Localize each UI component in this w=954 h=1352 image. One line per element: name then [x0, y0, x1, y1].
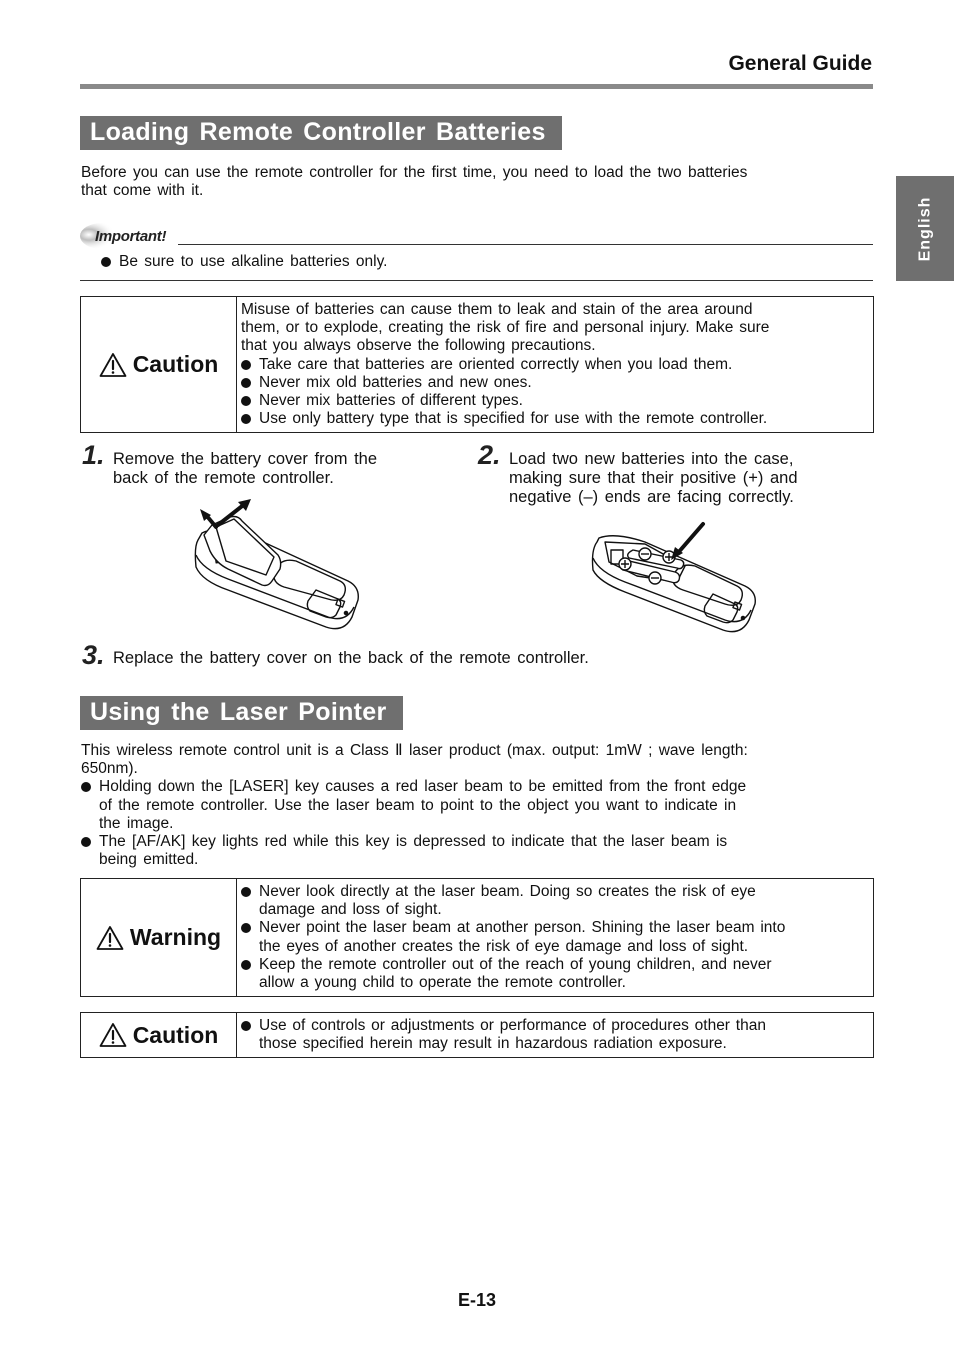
warning-content	[237, 879, 873, 996]
bullet-line: of the remote controller. Use the laser beam to point to the object you want to indicate in	[99, 796, 737, 814]
warning-item	[241, 883, 869, 919]
step-line: Load two new batteries into the case,	[509, 450, 794, 468]
step-1-text	[113, 450, 433, 488]
page-number: E-13	[457, 1290, 497, 1310]
warning-item	[241, 956, 869, 992]
intro-line: 650nm).	[81, 760, 138, 778]
warning-line: Never look directly at the laser beam. Doing so creates the risk of eye	[259, 883, 756, 900]
bullet-icon	[241, 378, 251, 388]
caution-box-batteries	[80, 296, 874, 433]
warning-heading	[81, 879, 237, 996]
caution-intro-line: Misuse of batteries can cause them to leak and stain of the area around	[241, 301, 753, 318]
laser-bullet-text	[99, 778, 746, 833]
language-tab	[896, 176, 954, 281]
bullet-line: the image.	[99, 814, 174, 832]
step-line: negative (–) ends are facing correctly.	[509, 488, 794, 506]
warning-box-laser	[80, 878, 874, 997]
step-line: Remove the battery cover from the	[113, 450, 378, 468]
caution-item	[241, 356, 869, 374]
warning-triangle-icon	[96, 925, 124, 951]
bullet-line: The [AF/AK] key lights red while this key is depressed to indicate that the laser beam is	[99, 833, 728, 851]
warning-line: the eyes of another creates the risk of eye damage and loss of sight.	[259, 937, 749, 955]
caution-label: Caution	[132, 351, 219, 377]
step-1-number: 1.	[82, 440, 105, 470]
step-3-number: 3.	[82, 640, 105, 670]
caution-item	[241, 392, 869, 410]
warning-line: Never point the laser beam at another person. Shining the laser beam into	[259, 919, 786, 937]
caution-item-text: Never mix old batteries and new ones.	[259, 373, 532, 391]
caution-item-text: Never mix batteries of different types.	[259, 392, 523, 410]
bullet-line: Holding down the [LASER] key causes a red laser beam to be emitted from the front edge	[99, 778, 747, 796]
page-header-title: General Guide	[728, 52, 872, 75]
warning-line: Keep the remote controller out of the reach of young children, and never	[259, 955, 772, 973]
caution-item	[241, 374, 869, 392]
intro-line: Before you can use the remote controller for the first time, you need to load the two batteries	[81, 164, 748, 181]
caution-label: Caution	[132, 1021, 219, 1048]
caution-box-laser	[80, 1012, 874, 1058]
important-bottom-rule	[80, 280, 873, 281]
header-rule	[80, 84, 873, 89]
bullet-icon	[81, 837, 91, 847]
warning-item	[241, 919, 869, 955]
step-line: making sure that their positive (+) and	[509, 469, 798, 487]
caution-item	[241, 410, 869, 428]
intro-line: that come with it.	[81, 182, 204, 200]
warning-line: allow a young child to operate the remote controller.	[259, 974, 626, 992]
language-tab-label: English	[916, 196, 933, 261]
section-title-laser-pointer: Using the Laser Pointer	[80, 696, 403, 730]
caution-content	[237, 1013, 873, 1057]
caution-line: Use of controls or adjustments or performance of procedures other than	[259, 1017, 766, 1034]
caution-item	[241, 1017, 869, 1053]
warning-triangle-icon	[99, 352, 127, 378]
caution-heading	[81, 297, 237, 432]
warning-label: Warning	[129, 924, 222, 950]
caution-item-text	[259, 1017, 766, 1053]
bullet-icon	[241, 923, 251, 933]
bullet-icon	[81, 782, 91, 792]
warning-triangle-icon	[99, 1022, 127, 1048]
caution-content	[237, 297, 873, 432]
laser-bullet	[81, 833, 841, 869]
laser-bullet-text	[99, 833, 727, 869]
step-3-text	[113, 649, 589, 668]
laser-bullet	[81, 778, 841, 833]
bullet-icon	[241, 1021, 251, 1031]
section2-intro	[81, 742, 841, 869]
important-item-text: Be sure to use alkaline batteries only.	[119, 253, 388, 270]
step-line: Replace the battery cover on the back of the remote controller.	[113, 649, 589, 667]
step-line: back of the remote controller.	[113, 469, 334, 487]
warning-item-text	[259, 956, 772, 992]
section-title-loading-batteries: Loading Remote Controller Batteries	[80, 116, 562, 150]
intro-line: This wireless remote control unit is a Class Ⅱ laser product (max. output: 1mW ; wave length:	[81, 742, 748, 759]
bullet-icon	[241, 887, 251, 897]
caution-item-text: Take care that batteries are oriented correctly when you load them.	[259, 355, 733, 373]
important-label: Important!	[95, 228, 167, 245]
section1-intro	[81, 164, 841, 200]
warning-item-text	[259, 883, 756, 919]
remote-cover-removal-illustration-icon	[188, 495, 363, 635]
important-rule	[178, 244, 873, 245]
caution-item-text: Use only battery type that is specified for use with the remote controller.	[259, 410, 768, 428]
bullet-icon	[101, 257, 111, 267]
bullet-icon	[241, 414, 251, 424]
caution-line: those specified herein may result in hazardous radiation exposure.	[259, 1035, 727, 1053]
caution-intro-line: that you always observe the following precautions.	[241, 337, 596, 355]
step-2-number: 2.	[478, 440, 501, 470]
battery-loading-illustration-icon	[585, 520, 760, 640]
warning-item-text	[259, 919, 785, 955]
bullet-icon	[241, 396, 251, 406]
bullet-line: being emitted.	[99, 851, 199, 869]
caution-heading	[81, 1013, 237, 1057]
important-item	[101, 253, 387, 271]
caution-intro-line: them, or to explode, creating the risk of fire and personal injury. Make sure	[241, 319, 770, 337]
bullet-icon	[241, 960, 251, 970]
step-2-text	[509, 450, 849, 507]
bullet-icon	[241, 360, 251, 370]
warning-line: damage and loss of sight.	[259, 901, 442, 919]
